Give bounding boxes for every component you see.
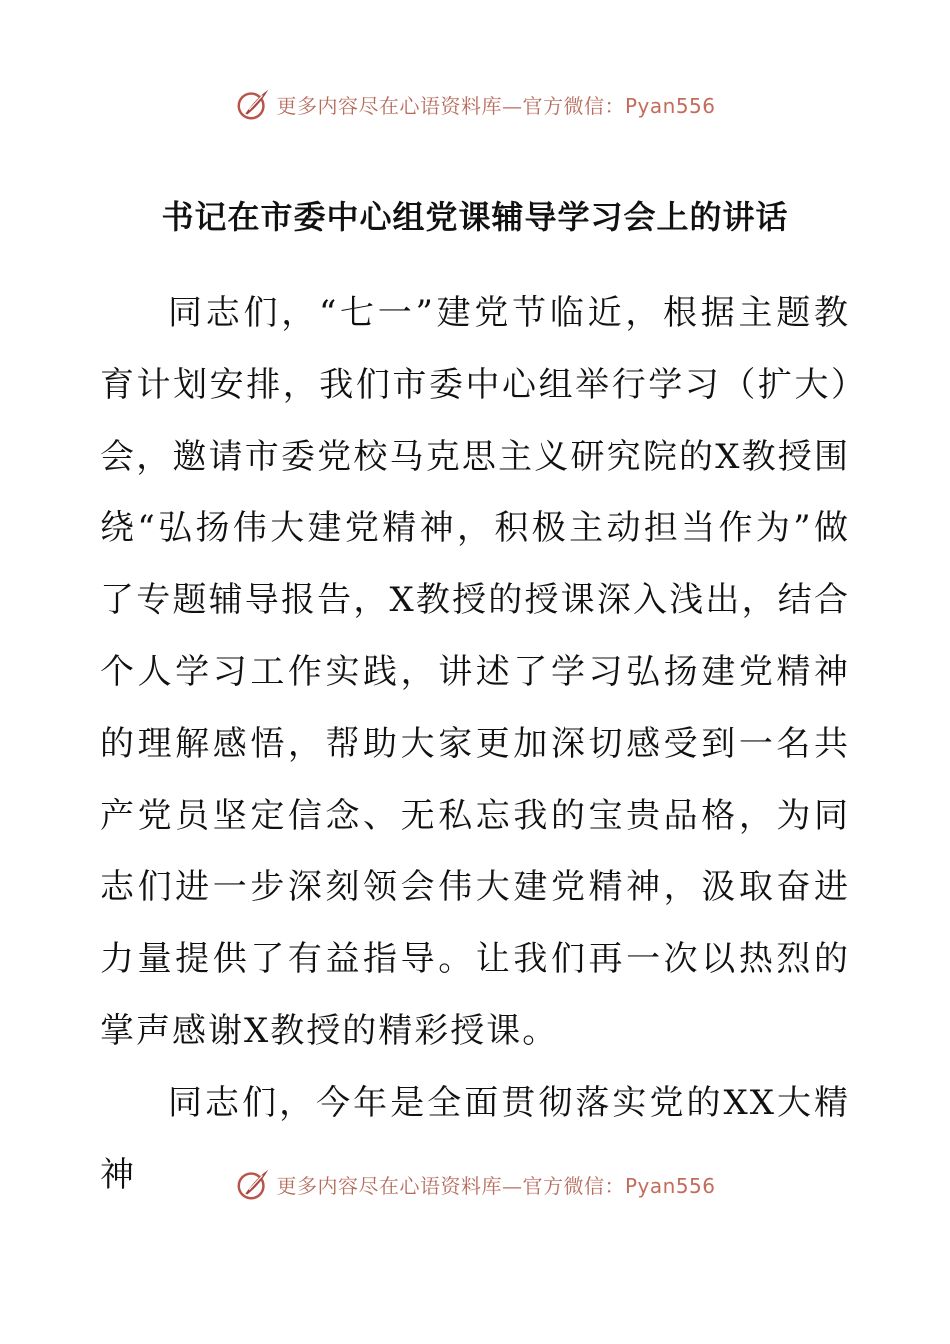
footer-watermark <box>0 1162 950 1206</box>
document-body <box>100 278 850 1211</box>
header-watermark <box>0 82 950 126</box>
watermark-text: 更多内容尽在心语资料库—官方微信：Pyan556 <box>276 93 716 118</box>
document-title: 书记在市委中心组党课辅导学习会上的讲话 <box>161 198 789 236</box>
quill-pen-logo-icon <box>234 85 272 123</box>
paragraph-2: 同志们，今年是全面贯彻落实党的XX大精神 <box>100 1082 850 1195</box>
watermark-handle: Pyan556 <box>624 1173 716 1198</box>
quill-pen-logo-icon <box>234 1165 272 1203</box>
watermark-handle: Pyan556 <box>624 93 716 118</box>
watermark-text: 更多内容尽在心语资料库—官方微信：Pyan556 <box>276 1173 716 1198</box>
paragraph-1: 同志们，“七一”建党节临近，根据主题教育计划安排，我们市委中心组举行学习（扩大）会，邀请市委党校马克思主义研究院的X教授围绕“弘扬伟大建党精神，积极主动担当作为”做了专题辅导报告，X教授的授课深入浅出，结合个人学习工作实践，讲述了学习弘扬建党精神的理解感悟，帮助大家更加深切感受到一名共产党员坚定信念、无私忘我的宝贵品格，为同志们进一步深刻领会伟大建党精神，汲取奋进力量提供了有益指导。让我们再一次以热烈的掌声感谢X教授的精彩授课。 <box>100 293 850 1051</box>
